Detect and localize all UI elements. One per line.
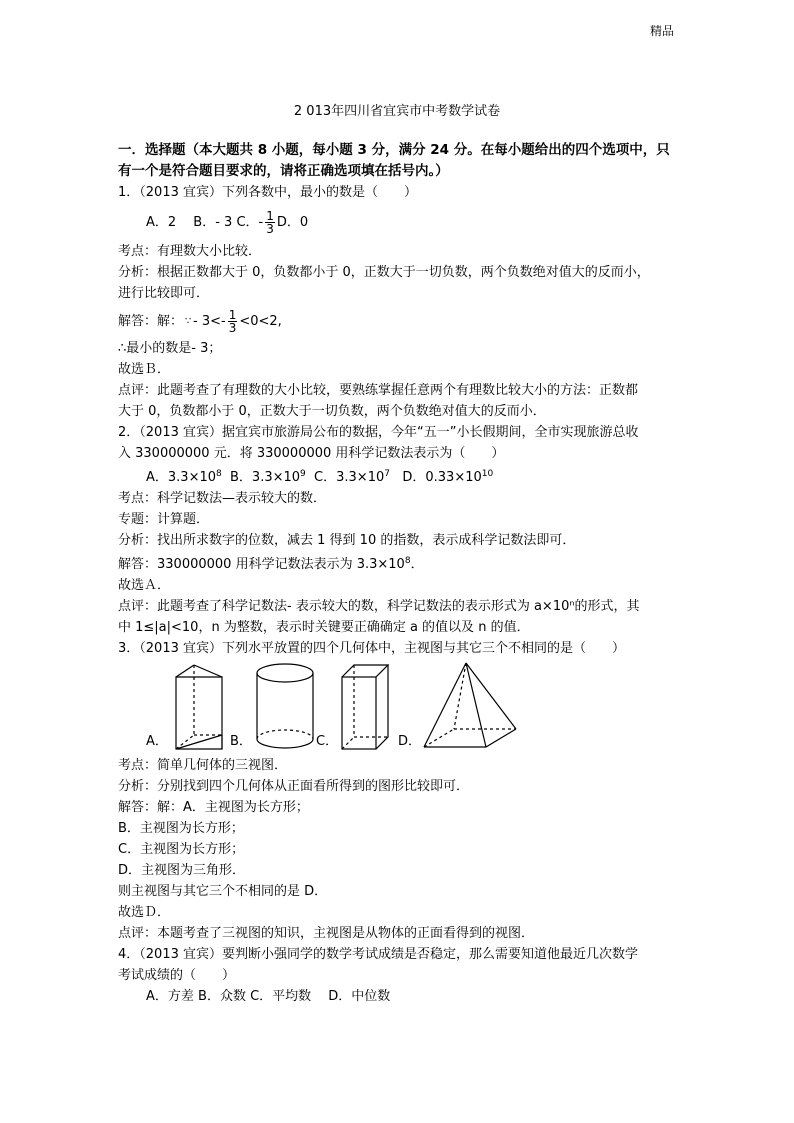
q4-stem-2: 考试成绩的（ ） xyxy=(118,968,236,983)
page-header: 精品 xyxy=(650,24,675,38)
fraction-denominator: 3 xyxy=(266,221,274,236)
q3-jieda-c: C．主视图为长方形； xyxy=(118,842,245,857)
q3-fenxi: 分析：分别找到四个几何体从正面看所得到的图形比较即可． xyxy=(118,779,470,794)
q2-jieda xyxy=(118,551,678,575)
q1-dianping-2: 大于 0，负数都小于 0，正数大于一切负数，两个负数绝对值大的反而小． xyxy=(118,404,546,419)
q1-fraction xyxy=(265,210,275,235)
q3-dianping: 点评：本题考查了三视图的知识，主视图是从物体的正面看得到的视图． xyxy=(118,926,535,941)
q3-jieda-b: B．主视图为长方形； xyxy=(118,821,244,836)
q1-kaodian: 考点：有理数大小比较． xyxy=(118,244,262,259)
q2-option-d-exp: 10 xyxy=(481,469,494,479)
q1-jieda-fraction xyxy=(228,309,238,334)
exam-content xyxy=(118,140,678,1007)
q2-jieda-text: 解答：330000000 用科学记数法表示为 3.3×10 xyxy=(118,557,405,572)
figure-label-a: A． xyxy=(146,734,168,749)
figure-label-b: B． xyxy=(230,734,252,749)
q3-conclusion: 则主视图与其它三个不相同的是 D． xyxy=(118,884,328,899)
q2-option-a-exp: 8 xyxy=(216,469,222,479)
q1-jieda-mid: - 3<- xyxy=(193,313,226,329)
triangular-prism-figure xyxy=(176,665,222,749)
q2-dianping-1: 点评：此题考查了科学记数法- 表示较大的数，科学记数法的表示形式为 a×10ⁿ的形式，其 xyxy=(118,599,640,614)
q2-stem-2: 入 330000000 元．将 330000000 用科学记数法表示为（ ） xyxy=(118,446,505,461)
q2-jieda-exp: 8 xyxy=(404,556,411,566)
q3-stem: 3．（2013 宜宾）下列水平放置的四个几何体中，主视图与其它三个不相同的是（ ） xyxy=(118,641,625,656)
q2-option-b: B．3.3×10 xyxy=(230,470,301,485)
q1-answer: 故选Ｂ． xyxy=(118,362,171,377)
because-glyph: ∵ xyxy=(185,316,192,327)
q1-jieda xyxy=(118,304,678,338)
q3-answer: 故选Ｄ． xyxy=(118,905,171,920)
pyramid-figure xyxy=(424,663,516,747)
q2-kaodian: 考点：科学记数法—表示较大的数． xyxy=(118,491,327,506)
q3-figures xyxy=(118,659,678,755)
q3-kaodian: 考点：简单几何体的三视图． xyxy=(118,758,288,773)
section-heading-2: 有一个是符合题目要求的，请将正确选项填在括号内。） xyxy=(118,163,449,179)
q2-option-c-exp: 7 xyxy=(384,469,390,479)
q1-dianping-1: 点评：此题考查了有理数的大小比较，要熟练掌握任意两个有理数比较大小的方法：正数都 xyxy=(118,383,639,398)
q1-options xyxy=(118,203,678,241)
q1-stem: 1．（2013 宜宾）下列各数中，最小的数是（ ） xyxy=(118,185,417,200)
q1-therefore: ∴最小的数是- 3； xyxy=(118,341,222,356)
exam-title: 2 013年四川省宜宾市中考数学试卷 xyxy=(293,104,501,119)
q1-fenxi-1: 分析：根据正数都大于 0，负数都小于 0，正数大于一切负数，两个负数绝对值大的反而小， xyxy=(118,265,650,280)
cylinder-figure xyxy=(257,664,313,748)
q2-options xyxy=(118,464,678,488)
fraction-numerator: 1 xyxy=(228,307,237,322)
q2-option-b-exp: 9 xyxy=(300,469,306,479)
fraction-numerator: 1 xyxy=(266,208,274,223)
q2-option-a: A．3.3×10 xyxy=(146,470,217,485)
q2-zhuanti: 专题：计算题． xyxy=(118,512,210,527)
q1-jieda-post: <0<2, xyxy=(239,313,282,329)
fraction-denominator: 3 xyxy=(228,320,237,335)
q3-jieda: 解答：解：A．主视图为长方形； xyxy=(118,800,309,815)
q1-options-abc: A．2 B．- 3 C．- xyxy=(146,214,264,230)
q2-fenxi: 分析：找出所求数字的位数，减去 1 得到 10 的指数，表示成科学记数法即可． xyxy=(118,533,576,548)
q1-fenxi-2: 进行比较即可． xyxy=(118,286,210,301)
figure-label-d: D． xyxy=(398,734,422,749)
cuboid-figure xyxy=(342,665,388,749)
q4-options: A．方差 B．众数 C．平均数 D．中位数 xyxy=(146,989,391,1004)
q1-jieda-prefix: 解答：解： xyxy=(118,313,184,329)
q2-option-c: C．3.3×10 xyxy=(314,470,385,485)
section-heading-1: 一．选择题（本大题共 8 小题，每小题 3 分，满分 24 分。在每小题给出的四个选项中，只 xyxy=(118,142,670,158)
q2-dianping-2: 中 1≤|a|<10，n 为整数，表示时关键要正确确定 a 的值以及 n 的值． xyxy=(118,620,530,635)
q2-stem-1: 2．（2013 宜宾）据宜宾市旅游局公布的数据，今年“五一”小长假期间，全市实现旅游总收 xyxy=(118,425,639,440)
q2-answer: 故选Ａ． xyxy=(118,578,171,593)
q4-stem-1: 4．（2013 宜宾）要判断小强同学的数学考试成绩是否稳定，那么需要知道他最近几次数学 xyxy=(118,947,638,962)
q2-option-d: D．0.33×10 xyxy=(402,470,482,485)
figure-label-c: C． xyxy=(316,734,339,749)
q1-option-d: D．0 xyxy=(276,214,309,230)
q2-jieda-end: ． xyxy=(410,557,424,572)
q3-jieda-d: D．主视图为三角形． xyxy=(118,863,246,878)
